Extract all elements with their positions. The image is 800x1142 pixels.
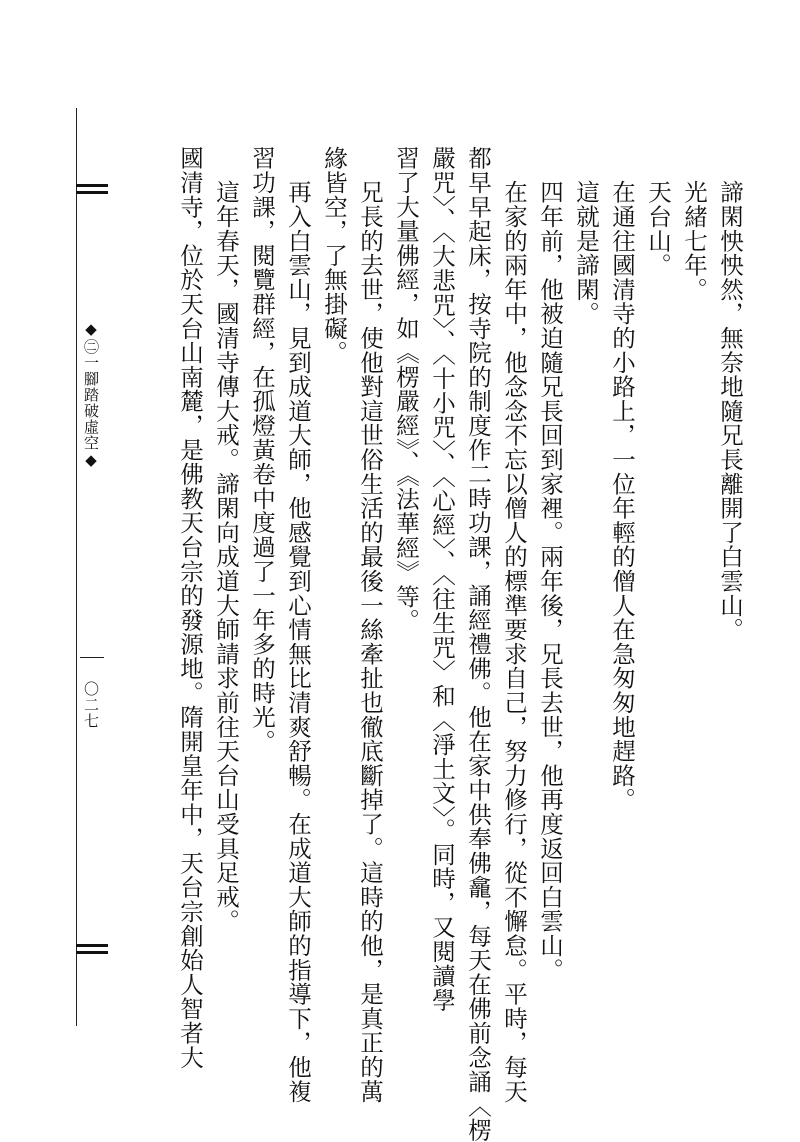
top-rule-mark	[76, 191, 108, 194]
text-column: 兄長的去世，使他對這世俗生活的最後一絲牽扯也徹底斷掉了。這時的他，是真正的萬	[356, 180, 384, 1104]
bottom-rule-mark	[76, 951, 108, 954]
running-header: ◆㊁一腳踏破虛空◆	[82, 320, 100, 470]
text-column: 習功課，閱覽群經，在孤燈黃卷中度過了一年多的時光。	[248, 146, 276, 754]
top-rule-mark	[76, 184, 108, 187]
text-column: 嚴咒〉、〈大悲咒〉、〈十小咒〉、〈心經〉、〈往生咒〉和〈淨土文〉。同時，又閱讀學	[428, 146, 456, 1013]
page-number: 〇二七	[82, 681, 100, 729]
text-column: 習了大量佛經，如《楞嚴經》、《法華經》等。	[392, 146, 420, 633]
text-column: 再入白雲山，見到成道大師，他感覺到心情無比清爽舒暢。在成道大師的指導下，他複	[284, 180, 312, 1104]
text-column: 這年春天，國清寺傳大戒。諦閑向成道大師請求前往天台山受具足戒。	[212, 180, 240, 934]
text-column: 在通往國清寺的小路上，一位年輕的僧人在急匆匆地趕路。	[608, 180, 636, 812]
page-number-rule	[80, 657, 104, 658]
text-column: 天台山。	[644, 180, 672, 278]
text-column: 諦閑怏怏然，無奈地隨兄長離開了白雲山。	[716, 180, 744, 642]
text-column: 都早早起床，按寺院的制度作二時功課，誦經禮佛。他在家中供奉佛龕，每天在佛前念誦〈楞	[464, 146, 492, 1142]
text-column: 四年前，他被迫隨兄長回到家裡。兩年後，兄長去世，他再度返回白雲山。	[536, 180, 564, 982]
margin-rule	[76, 108, 77, 1026]
bottom-rule-mark	[76, 944, 108, 947]
text-column: 這就是諦閑。	[572, 180, 600, 326]
text-column: 緣皆空，了無掛礙。	[320, 146, 348, 365]
text-column: 光緒七年。	[680, 180, 708, 302]
text-column: 在家的兩年中，他念念不忘以僧人的標準要求自己，努力修行，從不懈怠。平時，每天	[500, 180, 528, 1104]
text-column: 國清寺，位於天台山南麓，是佛教天台宗的發源地。隋開皇年中，天台宗創始人智者大	[176, 146, 204, 1070]
